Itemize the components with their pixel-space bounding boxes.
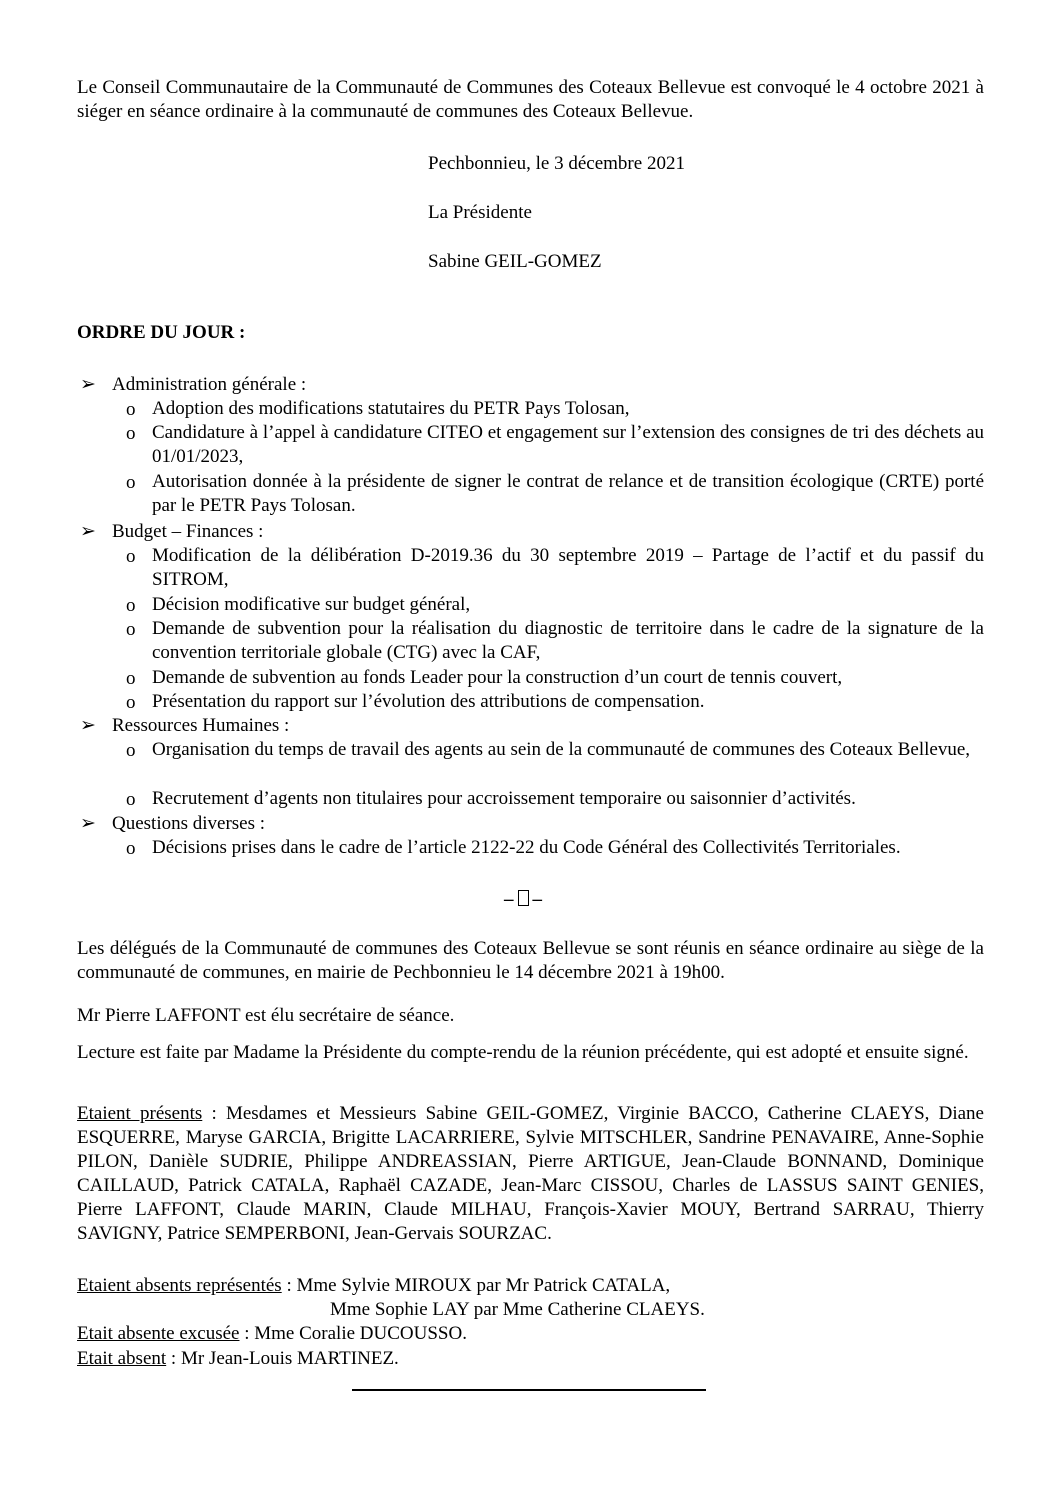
circle-bullet-icon: o <box>126 619 136 640</box>
represented-item: Mme Sophie LAY par Mme Catherine CLAEYS. <box>330 1299 705 1320</box>
separator-dash: – <box>504 889 514 910</box>
circle-bullet-icon: o <box>126 789 136 810</box>
agenda-item: Recrutement d’agents non titulaires pour accroissement temporaire ou saisonnier d’activités. <box>152 788 856 809</box>
present-label: Etaient présents <box>77 1103 203 1124</box>
excused-label: Etait absente excusée <box>77 1323 240 1344</box>
missing-glyph-icon <box>518 890 529 906</box>
agenda-section-label: Administration générale : <box>112 374 307 395</box>
agenda-section-label: Ressources Humaines : <box>112 715 290 736</box>
agenda-item: Autorisation donnée à la présidente de signer le contrat de relance et de transition écologique (CRTE) porté par le PETR Pays Tolosan. <box>152 471 984 516</box>
represented-line-1 <box>77 1274 670 1298</box>
section-separator <box>504 888 542 912</box>
signature-name: Sabine GEIL-GOMEZ <box>428 251 602 272</box>
circle-bullet-icon: o <box>126 423 136 444</box>
circle-bullet-icon: o <box>126 692 136 713</box>
arrow-bullet-icon: ➢ <box>80 374 96 395</box>
agenda-item: Présentation du rapport sur l’évolution des attributions de compensation. <box>152 691 705 712</box>
represented-item: Mme Sylvie MIROUX par Mr Patrick CATALA, <box>296 1275 671 1296</box>
agenda-item: Décisions prises dans le cadre de l’article 2122-22 du Code Général des Collectivités Territoriales. <box>152 837 901 858</box>
agenda-item: Adoption des modifications statutaires du PETR Pays Tolosan, <box>152 398 630 419</box>
reading-paragraph: Lecture est faite par Madame la Présidente du compte-rendu de la réunion précédente, qui est adopté et ensuite signé. <box>77 1042 969 1063</box>
agenda-item: Candidature à l’appel à candidature CITEO et engagement sur l’extension des consignes de tri des déchets au 01/01/2023, <box>152 422 984 467</box>
circle-bullet-icon: o <box>126 838 136 859</box>
agenda-item: Demande de subvention au fonds Leader pour la construction d’un court de tennis couvert, <box>152 667 843 688</box>
circle-bullet-icon: o <box>126 668 136 689</box>
agenda-section-label: Questions diverses : <box>112 813 266 834</box>
meeting-paragraph: Les délégués de la Communauté de communes des Coteaux Bellevue se sont réunis en séance ordinaire au siège de la communauté de communes, en mairie de Pechbonnieu le 14 décembre 2021 à 19h00. <box>77 938 984 983</box>
circle-bullet-icon: o <box>126 472 136 493</box>
circle-bullet-icon: o <box>126 740 136 761</box>
excused-line <box>77 1322 467 1346</box>
absent-label: Etait absent <box>77 1348 167 1369</box>
separator-dash: – <box>532 889 542 910</box>
arrow-bullet-icon: ➢ <box>80 813 96 834</box>
circle-bullet-icon: o <box>126 595 136 616</box>
agenda-title: ORDRE DU JOUR : <box>77 322 246 343</box>
present-list: : Mesdames et Messieurs Sabine GEIL-GOMEZ, Virginie BACCO, Catherine CLAEYS, Diane ESQUERRE, Maryse GARCIA, Brigitte LACARRIERE, Sylvie MITSCHLER, Sandrine PENAVAIRE, Anne-Sophie PILON, Danièle SUDRIE, Philippe ANDREASSIAN, Pierre ARTIGUE, Jean-Claude BONNAND, Dominique CAILLAUD, Patrick CATALA, Raphaël CAZADE, Jean-Marc CISSOU, Charles de LASSUS SAINT GENIES, Pierre LAFFONT, Claude MARIN, Claude MILHAU, François-Xavier MOUY, Bertrand SARRAU, Thierry SAVIGNY, Patrice SEMPERBONI, Jean-Gervais SOURZAC. <box>77 1103 984 1244</box>
circle-bullet-icon: o <box>126 399 136 420</box>
convocation-paragraph: Le Conseil Communautaire de la Communauté de Communes des Coteaux Bellevue est convoqué le 4 octobre 2021 à siéger en séance ordinaire à la communauté de communes des Coteaux Bellevue. <box>77 77 984 122</box>
represented-label: Etaient absents représentés <box>77 1275 282 1296</box>
agenda-item: Décision modificative sur budget général, <box>152 594 471 615</box>
agenda-item: Modification de la délibération D-2019.36 du 30 septembre 2019 – Partage de l’actif et du passif du SITROM, <box>152 545 984 590</box>
arrow-bullet-icon: ➢ <box>80 521 96 542</box>
agenda-item: Demande de subvention pour la réalisation du diagnostic de territoire dans le cadre de la signature de la convention territoriale globale (CTG) avec la CAF, <box>152 618 984 663</box>
excused-text: : Mme Coralie DUCOUSSO. <box>239 1323 467 1344</box>
signature-place-date: Pechbonnieu, le 3 décembre 2021 <box>428 153 685 174</box>
arrow-bullet-icon: ➢ <box>80 715 96 736</box>
represented-separator: : <box>281 1275 297 1296</box>
signature-role: La Présidente <box>428 202 532 223</box>
bottom-divider <box>352 1389 706 1391</box>
secretary-paragraph: Mr Pierre LAFFONT est élu secrétaire de séance. <box>77 1005 455 1026</box>
agenda-item: Organisation du temps de travail des agents au sein de la communauté de communes des Coteaux Bellevue, <box>152 739 971 760</box>
agenda-section-label: Budget – Finances : <box>112 521 264 542</box>
present-members-paragraph <box>77 1102 984 1246</box>
absent-line <box>77 1347 399 1371</box>
circle-bullet-icon: o <box>126 546 136 567</box>
absent-text: : Mr Jean-Louis MARTINEZ. <box>166 1348 399 1369</box>
